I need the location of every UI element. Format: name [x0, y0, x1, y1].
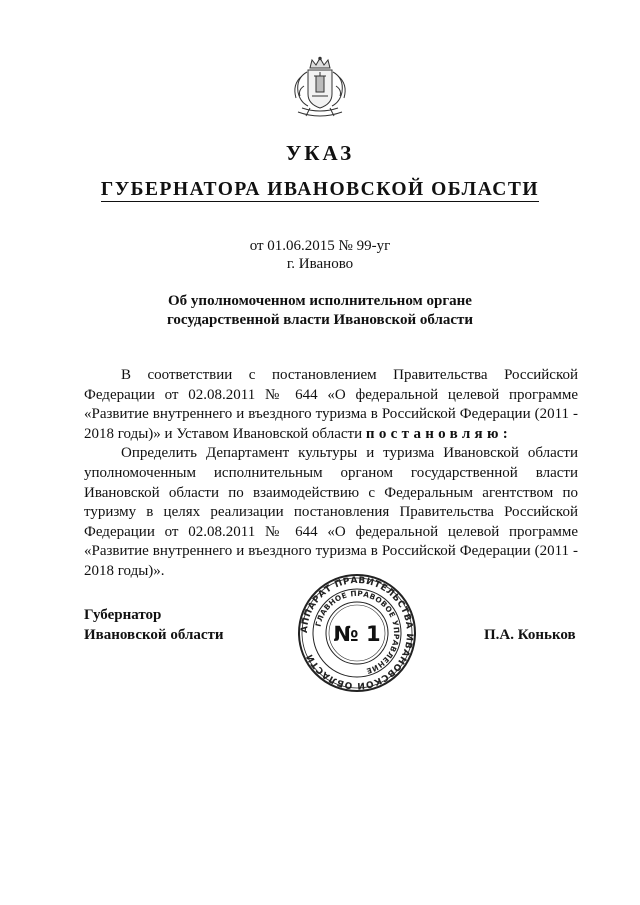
stamp-inner-text: ГЛАВНОЕ ПРАВОВОЕ УПРАВЛЕНИЕ [313, 588, 402, 676]
paragraph-1-text: В соответствии с постановлением Правительства Российской Федерации от 02.08.2011 № 644 «О федеральной целевой программе «Развитие внутреннего и въездного туризма в Российской Федерации (2011 - 2018 годы)» и Уставом Ивановской области [84, 367, 578, 442]
body-paragraph-2: Определить Департамент культуры и туризма Ивановской области уполномоченным исполнительным органом государственной власти Ивановской области по взаимодействию с Федеральным агентством по туризму в целях реализации постановления Правительства Российской Федерации от 02.08.2011 № 644 «О федеральной целевой программе «Развитие внутреннего и въездного туризма в Российской Федерации (2011 - 2018 годы)». [84, 445, 578, 579]
date-and-number: от 01.06.2015 № 99-уг [249, 238, 391, 254]
position-line-1: Губернатор [84, 607, 162, 623]
stamp-outer-text: АППАРАТ ПРАВИТЕЛЬСТВА ИВАНОВСКОЙ ОБЛАСТИ [299, 575, 415, 691]
subject-line-2: государственной власти Ивановской области [166, 312, 474, 328]
city-name: г. Иваново [286, 256, 354, 272]
issuer-heading [0, 179, 640, 201]
subject-line-1: Об уполномоченном исполнительном органе [168, 293, 472, 309]
body-paragraph-1 [84, 366, 578, 444]
decree-keyword: постановляю: [365, 425, 513, 442]
coat-of-arms-emblem [288, 56, 352, 122]
document-type-heading: УКАЗ [285, 141, 355, 165]
official-stamp-seal [296, 572, 418, 694]
issuer-heading-text: ГУБЕРНАТОРА ИВАНОВСКОЙ ОБЛАСТИ [100, 179, 540, 200]
document-subject [0, 292, 640, 330]
stamp-number: № 1 [333, 622, 381, 646]
position-line-2: Ивановской области [84, 627, 224, 643]
signatory-name: П.А. Коньков [484, 627, 576, 643]
signatory-position [84, 605, 224, 645]
document-body [84, 366, 578, 582]
